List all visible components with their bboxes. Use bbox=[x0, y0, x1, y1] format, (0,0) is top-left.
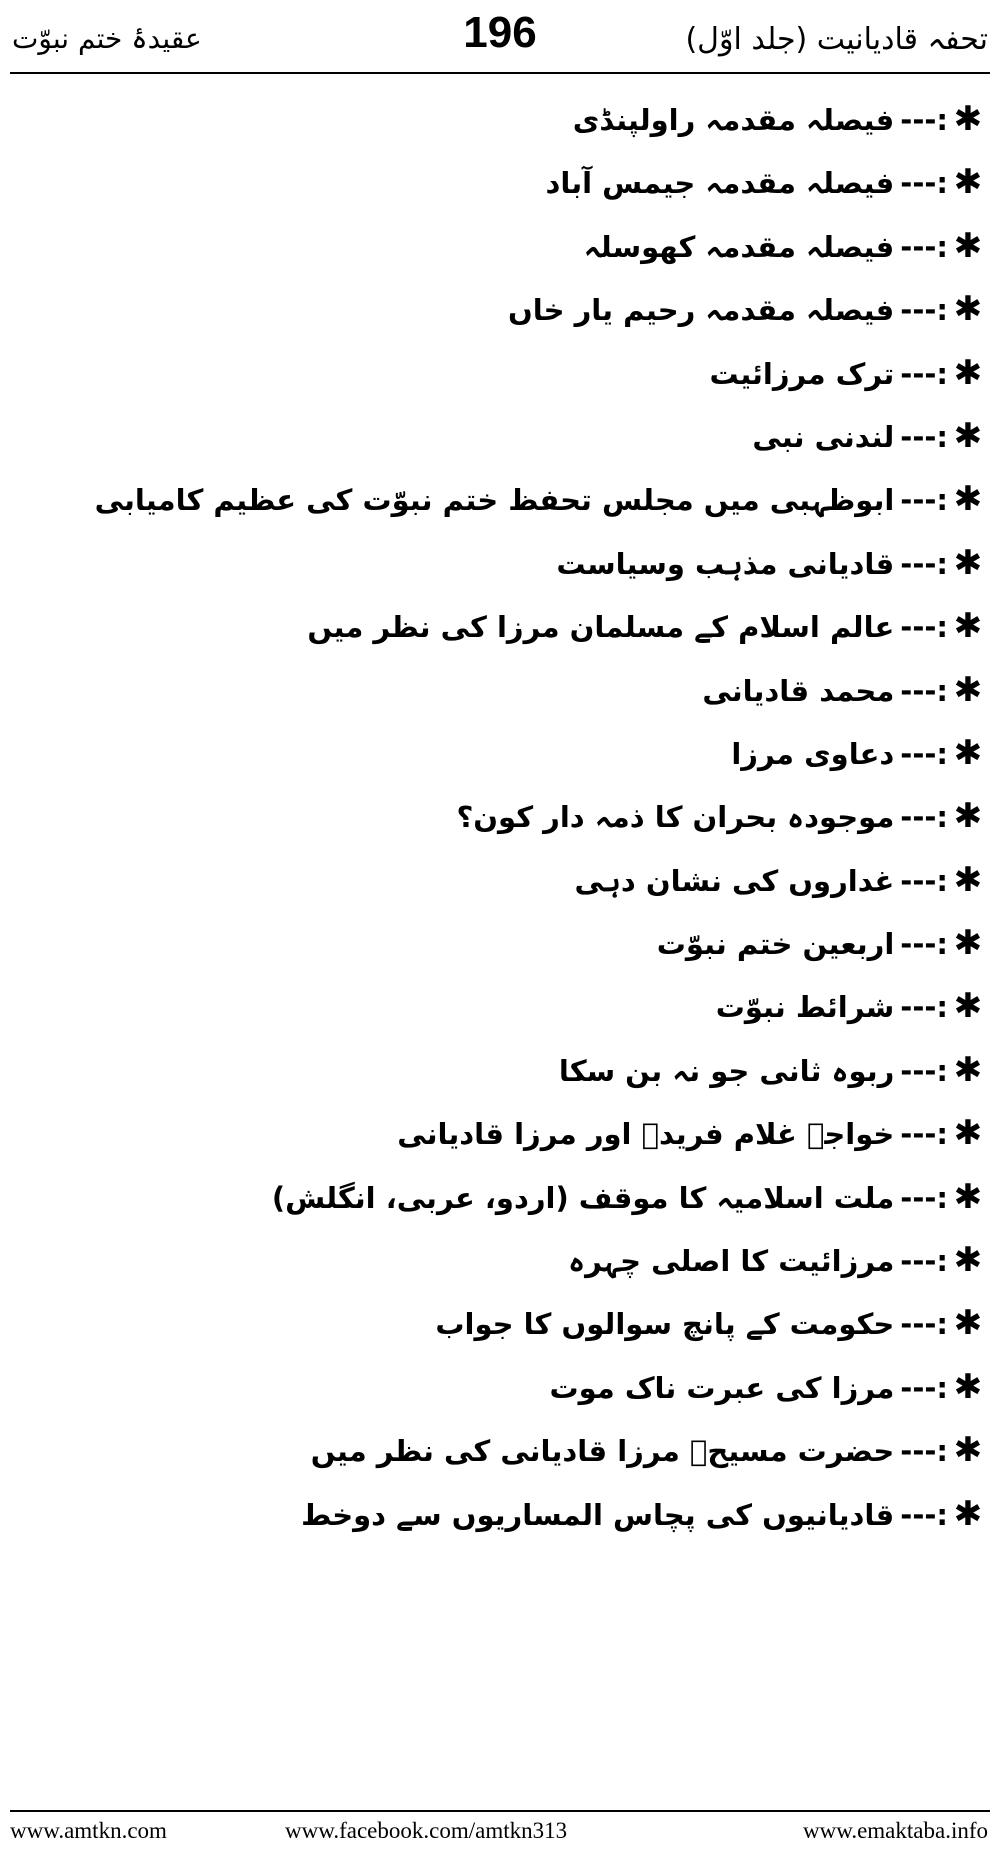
item-title: ملت اسلامیہ کا موقف (اردو، عربی، انگلش) bbox=[271, 1180, 895, 1215]
footer-divider bbox=[10, 1810, 990, 1812]
item-title: غداروں کی نشان دہی bbox=[574, 863, 895, 898]
list-item bbox=[26, 1292, 986, 1355]
asterisk-bullet-icon: ✱ bbox=[953, 1113, 983, 1154]
asterisk-bullet-icon: ✱ bbox=[953, 606, 983, 647]
book-title-list bbox=[26, 88, 986, 1546]
asterisk-bullet-icon: ✱ bbox=[953, 1303, 983, 1344]
item-separator: :--- bbox=[900, 927, 948, 962]
item-title: قادیانیوں کی پچاس المساریوں سے دوخط bbox=[301, 1497, 895, 1532]
asterisk-bullet-icon: ✱ bbox=[953, 99, 983, 139]
item-separator: :--- bbox=[900, 1434, 948, 1469]
item-title: عالم اسلام کے مسلمان مرزا کی نظر میں bbox=[307, 610, 895, 645]
asterisk-bullet-icon: ✱ bbox=[953, 669, 983, 710]
asterisk-bullet-icon: ✱ bbox=[953, 1430, 983, 1471]
list-item bbox=[26, 1039, 986, 1102]
list-item bbox=[26, 722, 986, 785]
list-item bbox=[26, 342, 986, 405]
item-separator: :--- bbox=[900, 1307, 948, 1342]
item-title: ترک مرزائیت bbox=[709, 356, 895, 391]
asterisk-bullet-icon: ✱ bbox=[953, 479, 983, 520]
item-title: محمد قادیانی bbox=[702, 673, 895, 708]
list-item bbox=[26, 975, 986, 1038]
item-title: لندنی نبی bbox=[752, 419, 895, 454]
item-title: حضرت مسیحؑ مرزا قادیانی کی نظر میں bbox=[310, 1434, 895, 1469]
item-separator: :--- bbox=[900, 1180, 948, 1215]
list-item bbox=[26, 785, 986, 848]
asterisk-bullet-icon: ✱ bbox=[953, 796, 983, 837]
item-separator: :--- bbox=[900, 166, 948, 201]
list-item bbox=[26, 468, 986, 531]
item-separator: :--- bbox=[900, 673, 948, 708]
item-title: فیصلہ مقدمہ جیمس آباد bbox=[545, 166, 895, 201]
item-separator: :--- bbox=[900, 419, 948, 454]
asterisk-bullet-icon: ✱ bbox=[953, 415, 983, 456]
asterisk-bullet-icon: ✱ bbox=[953, 986, 983, 1027]
asterisk-bullet-icon: ✱ bbox=[953, 289, 983, 330]
item-title: فیصلہ مقدمہ کھوسلہ bbox=[583, 229, 895, 264]
website-link-facebook[interactable]: www.facebook.com/amtkn313 bbox=[285, 1818, 568, 1843]
item-separator: :--- bbox=[900, 1244, 948, 1279]
page-footer bbox=[0, 1814, 1000, 1848]
item-title: حکومت کے پانچ سوالوں کا جواب bbox=[435, 1307, 895, 1342]
item-separator: :--- bbox=[900, 1117, 948, 1152]
list-item bbox=[26, 151, 986, 214]
website-link-amtkn[interactable]: www.amtkn.com bbox=[10, 1818, 167, 1843]
list-item bbox=[26, 215, 986, 278]
asterisk-bullet-icon: ✱ bbox=[953, 162, 983, 203]
item-title: اربعین ختم نبوّت bbox=[656, 927, 895, 962]
list-item bbox=[26, 1483, 986, 1546]
asterisk-bullet-icon: ✱ bbox=[953, 1049, 983, 1090]
asterisk-bullet-icon: ✱ bbox=[953, 352, 983, 393]
asterisk-bullet-icon: ✱ bbox=[953, 1366, 983, 1407]
item-separator: :--- bbox=[900, 610, 948, 645]
item-title: مرزائیت کا اصلی چہرہ bbox=[568, 1244, 895, 1279]
list-item bbox=[26, 912, 986, 975]
item-title: خواجہ غلام فریدؒ اور مرزا قادیانی bbox=[397, 1117, 895, 1152]
item-separator: :--- bbox=[900, 863, 948, 898]
item-title: ابوظہبی میں مجلس تحفظ ختم نبوّت کی عظیم کامیابی bbox=[94, 483, 895, 518]
asterisk-bullet-icon: ✱ bbox=[953, 1240, 983, 1281]
item-title: دعاوی مرزا bbox=[731, 736, 895, 771]
list-item bbox=[26, 1356, 986, 1419]
item-separator: :--- bbox=[900, 103, 948, 137]
item-separator: :--- bbox=[900, 1053, 948, 1088]
header-divider bbox=[10, 72, 990, 74]
asterisk-bullet-icon: ✱ bbox=[953, 225, 983, 266]
asterisk-bullet-icon: ✱ bbox=[953, 732, 983, 773]
list-item bbox=[26, 405, 986, 468]
running-title-left: عقیدۂ ختم نبوّت bbox=[12, 22, 202, 55]
list-item bbox=[26, 849, 986, 912]
item-title: فیصلہ مقدمہ رحیم یار خاں bbox=[507, 293, 895, 328]
list-item bbox=[26, 1102, 986, 1165]
item-title: فیصلہ مقدمہ راولپنڈی bbox=[572, 103, 895, 137]
running-title-right: تحفہ قادیانیت (جلد اوّل) bbox=[685, 22, 988, 57]
item-separator: :--- bbox=[900, 736, 948, 771]
item-separator: :--- bbox=[900, 1370, 948, 1405]
item-separator: :--- bbox=[900, 990, 948, 1025]
item-separator: :--- bbox=[900, 229, 948, 264]
item-separator: :--- bbox=[900, 546, 948, 581]
item-title: موجودہ بحران کا ذمہ دار کون؟ bbox=[456, 800, 895, 835]
item-separator: :--- bbox=[900, 483, 948, 518]
item-separator: :--- bbox=[900, 800, 948, 835]
list-item bbox=[26, 1419, 986, 1482]
list-item bbox=[26, 659, 986, 722]
list-item bbox=[26, 1229, 986, 1292]
page-number: 196 bbox=[463, 8, 537, 57]
list-item bbox=[26, 278, 986, 341]
item-title: ربوہ ثانی جو نہ بن سکا bbox=[558, 1053, 895, 1088]
item-separator: :--- bbox=[900, 293, 948, 328]
asterisk-bullet-icon: ✱ bbox=[953, 923, 983, 964]
asterisk-bullet-icon: ✱ bbox=[953, 1176, 983, 1217]
asterisk-bullet-icon: ✱ bbox=[953, 542, 983, 583]
item-title: شرائط نبوّت bbox=[715, 990, 895, 1025]
website-link-emaktaba[interactable]: www.emaktaba.info bbox=[803, 1818, 988, 1843]
item-title: قادیانی مذہب وسیاست bbox=[556, 546, 895, 581]
list-item bbox=[26, 532, 986, 595]
page-header bbox=[0, 0, 1000, 72]
asterisk-bullet-icon: ✱ bbox=[953, 859, 983, 900]
item-separator: :--- bbox=[900, 1497, 948, 1532]
item-separator: :--- bbox=[900, 356, 948, 391]
list-item bbox=[26, 88, 986, 151]
item-title: مرزا کی عبرت ناک موت bbox=[549, 1370, 895, 1405]
list-item bbox=[26, 1166, 986, 1229]
asterisk-bullet-icon: ✱ bbox=[953, 1493, 983, 1534]
list-item bbox=[26, 595, 986, 658]
